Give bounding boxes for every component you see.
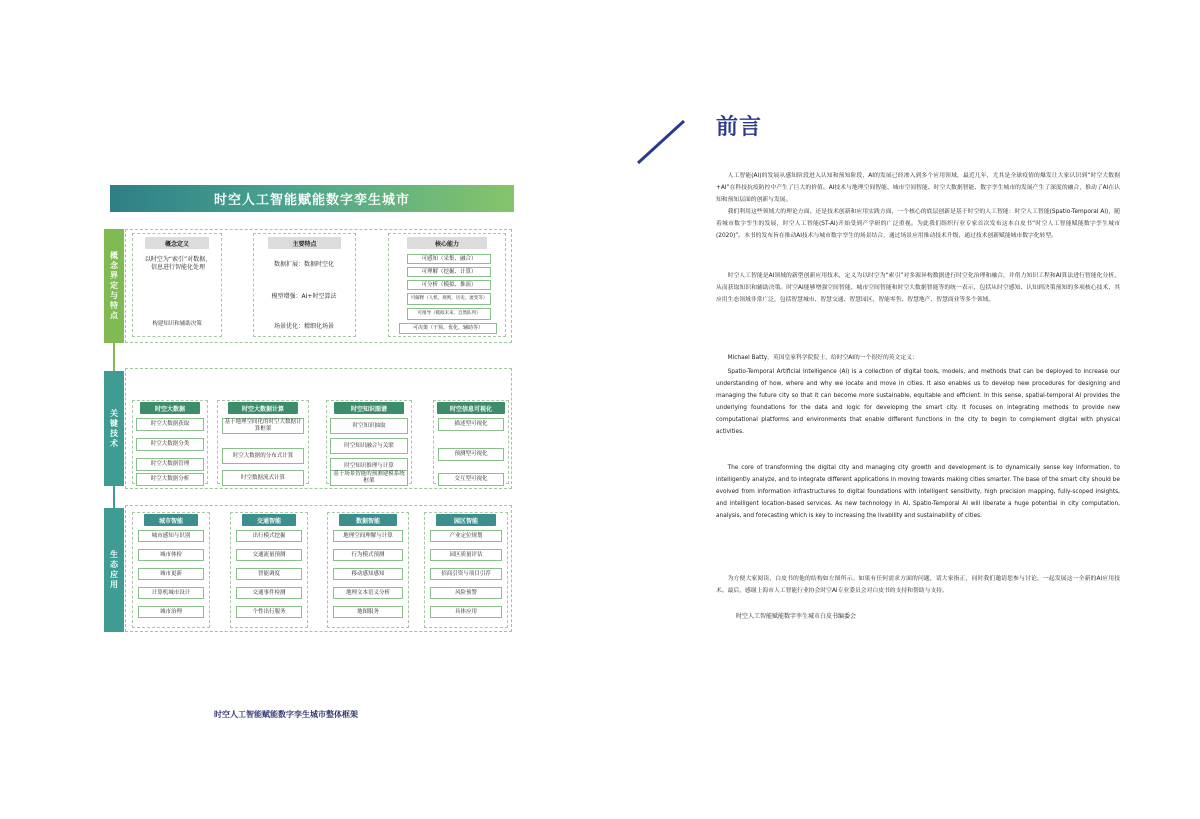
app-item: 城市感知与识别 xyxy=(138,530,204,542)
app-item: 城市治理 xyxy=(138,606,204,618)
app-item: 个性出行服务 xyxy=(236,606,302,618)
tech-item: 时空知识融合与关联 xyxy=(330,438,408,454)
tech-item: 时空数据流式计算 xyxy=(222,470,304,486)
section-label-text: 关键技术 xyxy=(109,408,119,449)
tech-item: 基于场景智能的预测建模系统框架 xyxy=(330,470,408,486)
preface-quote-intro: Michael Batty，英国皇家科学院院士，给时空AI的一个很好的英文定义： xyxy=(727,355,918,361)
tech-item: 时空大数据管理 xyxy=(136,458,204,471)
capability-item: 可解释（人机、规则、历史、流变等） xyxy=(407,293,491,305)
app-item: 风险预警 xyxy=(430,587,502,599)
preface-signature: 时空人工智能赋能数字孪生城市白皮书编委会 xyxy=(736,613,857,620)
concept-col-capabilities xyxy=(388,233,506,337)
definition-text: 以时空为“索引”对数据、信息进行智能化处理 xyxy=(144,256,212,272)
app-item: 智能调度 xyxy=(236,568,302,580)
tech-item: 时空知识抽取 xyxy=(330,418,408,434)
capability-item: 可决策（干预、优化、辅助等） xyxy=(399,323,497,334)
capability-item: 可分析（模拟、推演） xyxy=(407,280,491,290)
preface-paragraph: 时空人工智能是AI领域的新型创新应用技术，定义为以时空为“索引”对多源异构数据进行时空化治理和融合，并借力知识工程和AI算法进行智能化分析，从而获取知识和辅助决策。时空AI能够增强空间智能、城市空间智能和时空大数据智能等的统一表示，包括从时空感知、认知到决策预知的多项核心技术，其应用生态领域非常广泛，包括智慧城市、智慧交通、智慧园区、智能零售、智慧地产、智慧商业等多个领域。 xyxy=(716,273,1120,303)
col-header: 时空知识图谱 xyxy=(334,402,404,414)
tech-item: 时空知识推理与计算 xyxy=(330,458,408,474)
app-item: 产业定位规划 xyxy=(430,530,502,542)
tech-item: 时空大数据分析 xyxy=(136,473,204,486)
app-item: 移动感知感知 xyxy=(333,568,403,580)
tech-item: 时空大数据获取 xyxy=(136,418,204,431)
tech-item: 交互型可视化 xyxy=(438,473,504,486)
app-item: 交通事件检测 xyxy=(236,587,302,599)
app-item: 招商引资与项目引荐 xyxy=(430,568,502,580)
decorative-slash-icon xyxy=(634,118,690,166)
definition-item: 构建知识和辅助决策 xyxy=(141,318,213,330)
tech-item: 基于地理空间化的时空大数据计算框架 xyxy=(222,418,304,434)
app-item: 城市更新 xyxy=(138,568,204,580)
concept-col-definition xyxy=(132,233,222,337)
feature-item: 场景优化：精细化场景 xyxy=(260,318,348,336)
app-item: 地理空间理解与计算 xyxy=(333,530,403,542)
app-item: 城市体检 xyxy=(138,549,204,561)
connector-line xyxy=(113,486,115,508)
preface-paragraph: 为方便大家阅读，白皮书的他的结构如左图所示。如果有任何需求方面的问题，请大家指正，同时我们邀请您参与讨论，一起发展这一全新的AI应用技术。最后，感谢上海市人工智能行业协会时空AI专业委员会对白皮书的支持和帮助与支持。 xyxy=(716,576,1120,594)
section-label-concept xyxy=(104,229,124,343)
preface-paragraph-en: Spatio-Temporal Artificial Intelligence (AI) is a collection of digital tools, models, and methods that can be deployed to increase our understanding of how, where and why we locate and move in cities. It also enables us to develop new procedures for designing and managing the future city so that it can become more sustainable, equitable and efficient. In this sense, spatial-temporal AI provides the underlying foundations for the data and logic for developing the smart city. It focuses on integrating methods to provide new computational platforms and environments that enable different functions in the city to begin to complement digital with physical activities. xyxy=(716,369,1120,435)
section-label-tech xyxy=(104,371,124,486)
feature-item: 数据扩展：数据时空化 xyxy=(260,256,348,274)
tech-item: 描述型可视化 xyxy=(438,418,504,431)
col-header: 时空信息可视化 xyxy=(437,402,505,414)
col-header: 主要特点 xyxy=(268,237,341,249)
col-header: 园区智能 xyxy=(436,514,496,526)
app-item: 园区质量评估 xyxy=(430,549,502,561)
app-item: 出行模式挖掘 xyxy=(236,530,302,542)
section-label-apps xyxy=(104,508,124,632)
tech-item: 时空大数据分类 xyxy=(136,438,204,451)
tech-item: 预测型可视化 xyxy=(438,448,504,461)
feature-item: 模型增强：AI+时空算法 xyxy=(260,288,348,306)
col-header: 城市智能 xyxy=(144,514,198,526)
framework-caption: 时空人工智能赋能数字孪生城市整体框架 xyxy=(214,710,358,719)
preface-paragraph: 我们利用这些领域大的理论方面、还是技术创新和应用实践方面，一个核心的底层创新是基于时空的人工智能：时空人工智能(Spatio-Temporal AI)，随着城市数字孪生的发展，时空人工智能(ST-AI)开始受到产学研的广泛重视。为此我们组织行业专家首次发布这本白皮书“时空人工智能赋能数字孪生城市(2020)”。本书的发布旨在推动AI技术与城市数字孪生的场景结合，通过场景应用推动技术升级，通过技术创新赋能城市数字化转型。 xyxy=(716,209,1120,239)
section-label-text: 生态应用 xyxy=(109,550,119,590)
tech-item: 时空大数据的分布式计算 xyxy=(222,448,304,464)
app-item: 交通流量预测 xyxy=(236,549,302,561)
col-header: 概念定义 xyxy=(145,237,209,249)
app-item: 地理文本语义分析 xyxy=(333,587,403,599)
col-header: 时空大数据 xyxy=(140,402,200,414)
col-header: 数据智能 xyxy=(339,514,397,526)
connector-line xyxy=(113,343,115,371)
capability-item: 可感知（采集、融合） xyxy=(407,254,491,264)
col-header: 交通智能 xyxy=(242,514,296,526)
app-item: 计算机城市设计 xyxy=(138,587,204,599)
concept-col-features xyxy=(253,233,356,337)
section-label-text: 概念界定与特点 xyxy=(109,251,119,321)
capability-item: 可理解（挖掘、计算） xyxy=(407,267,491,277)
col-header: 核心能力 xyxy=(407,237,487,249)
app-item: 行为模式预测 xyxy=(333,549,403,561)
app-item: 地图服务 xyxy=(333,606,403,618)
preface-title: 前言 xyxy=(716,115,763,140)
capability-item: 可推导（模拟未来、自然队列） xyxy=(407,308,491,320)
preface-paragraph: 人工智能(AI)的发展从感知阶段进入认知和预知阶段，AI的发展已经渗入到多个应用领域，最近几年，尤其是全球疫情的爆发让大家认识到“时空大数据+AI”在科技抗疫防控中产生了巨大的价值。AI技术与地理空间智能、城市空间智能、时空大数据智能、数字孪生城市的发展产生了深度的融合，推动了AI在认知和预知层面的创新与发展。 xyxy=(716,173,1120,203)
framework-title: 时空人工智能赋能数字孪生城市 xyxy=(110,185,514,212)
preface-paragraph-en: The core of transforming the digital city and managing city growth and development is to dynamically sense key information, to intelligently analyze, and to integrate different applications in moving towards making cities smarter. The base of the smart city should be evolved from information infrastructures to digital foundations with intelligent sensitivity, high precision mapping, fully-scoped insights, and intelligent location-based services. As new technology in AI, Spatio-Temporal AI will liberate a huge potential in city computation, analysis, and forecasting which is key to increasing the livability and sustainability of cities. xyxy=(716,465,1120,519)
col-header: 时空大数据计算 xyxy=(228,402,298,414)
app-item: 具体应用 xyxy=(430,606,502,618)
